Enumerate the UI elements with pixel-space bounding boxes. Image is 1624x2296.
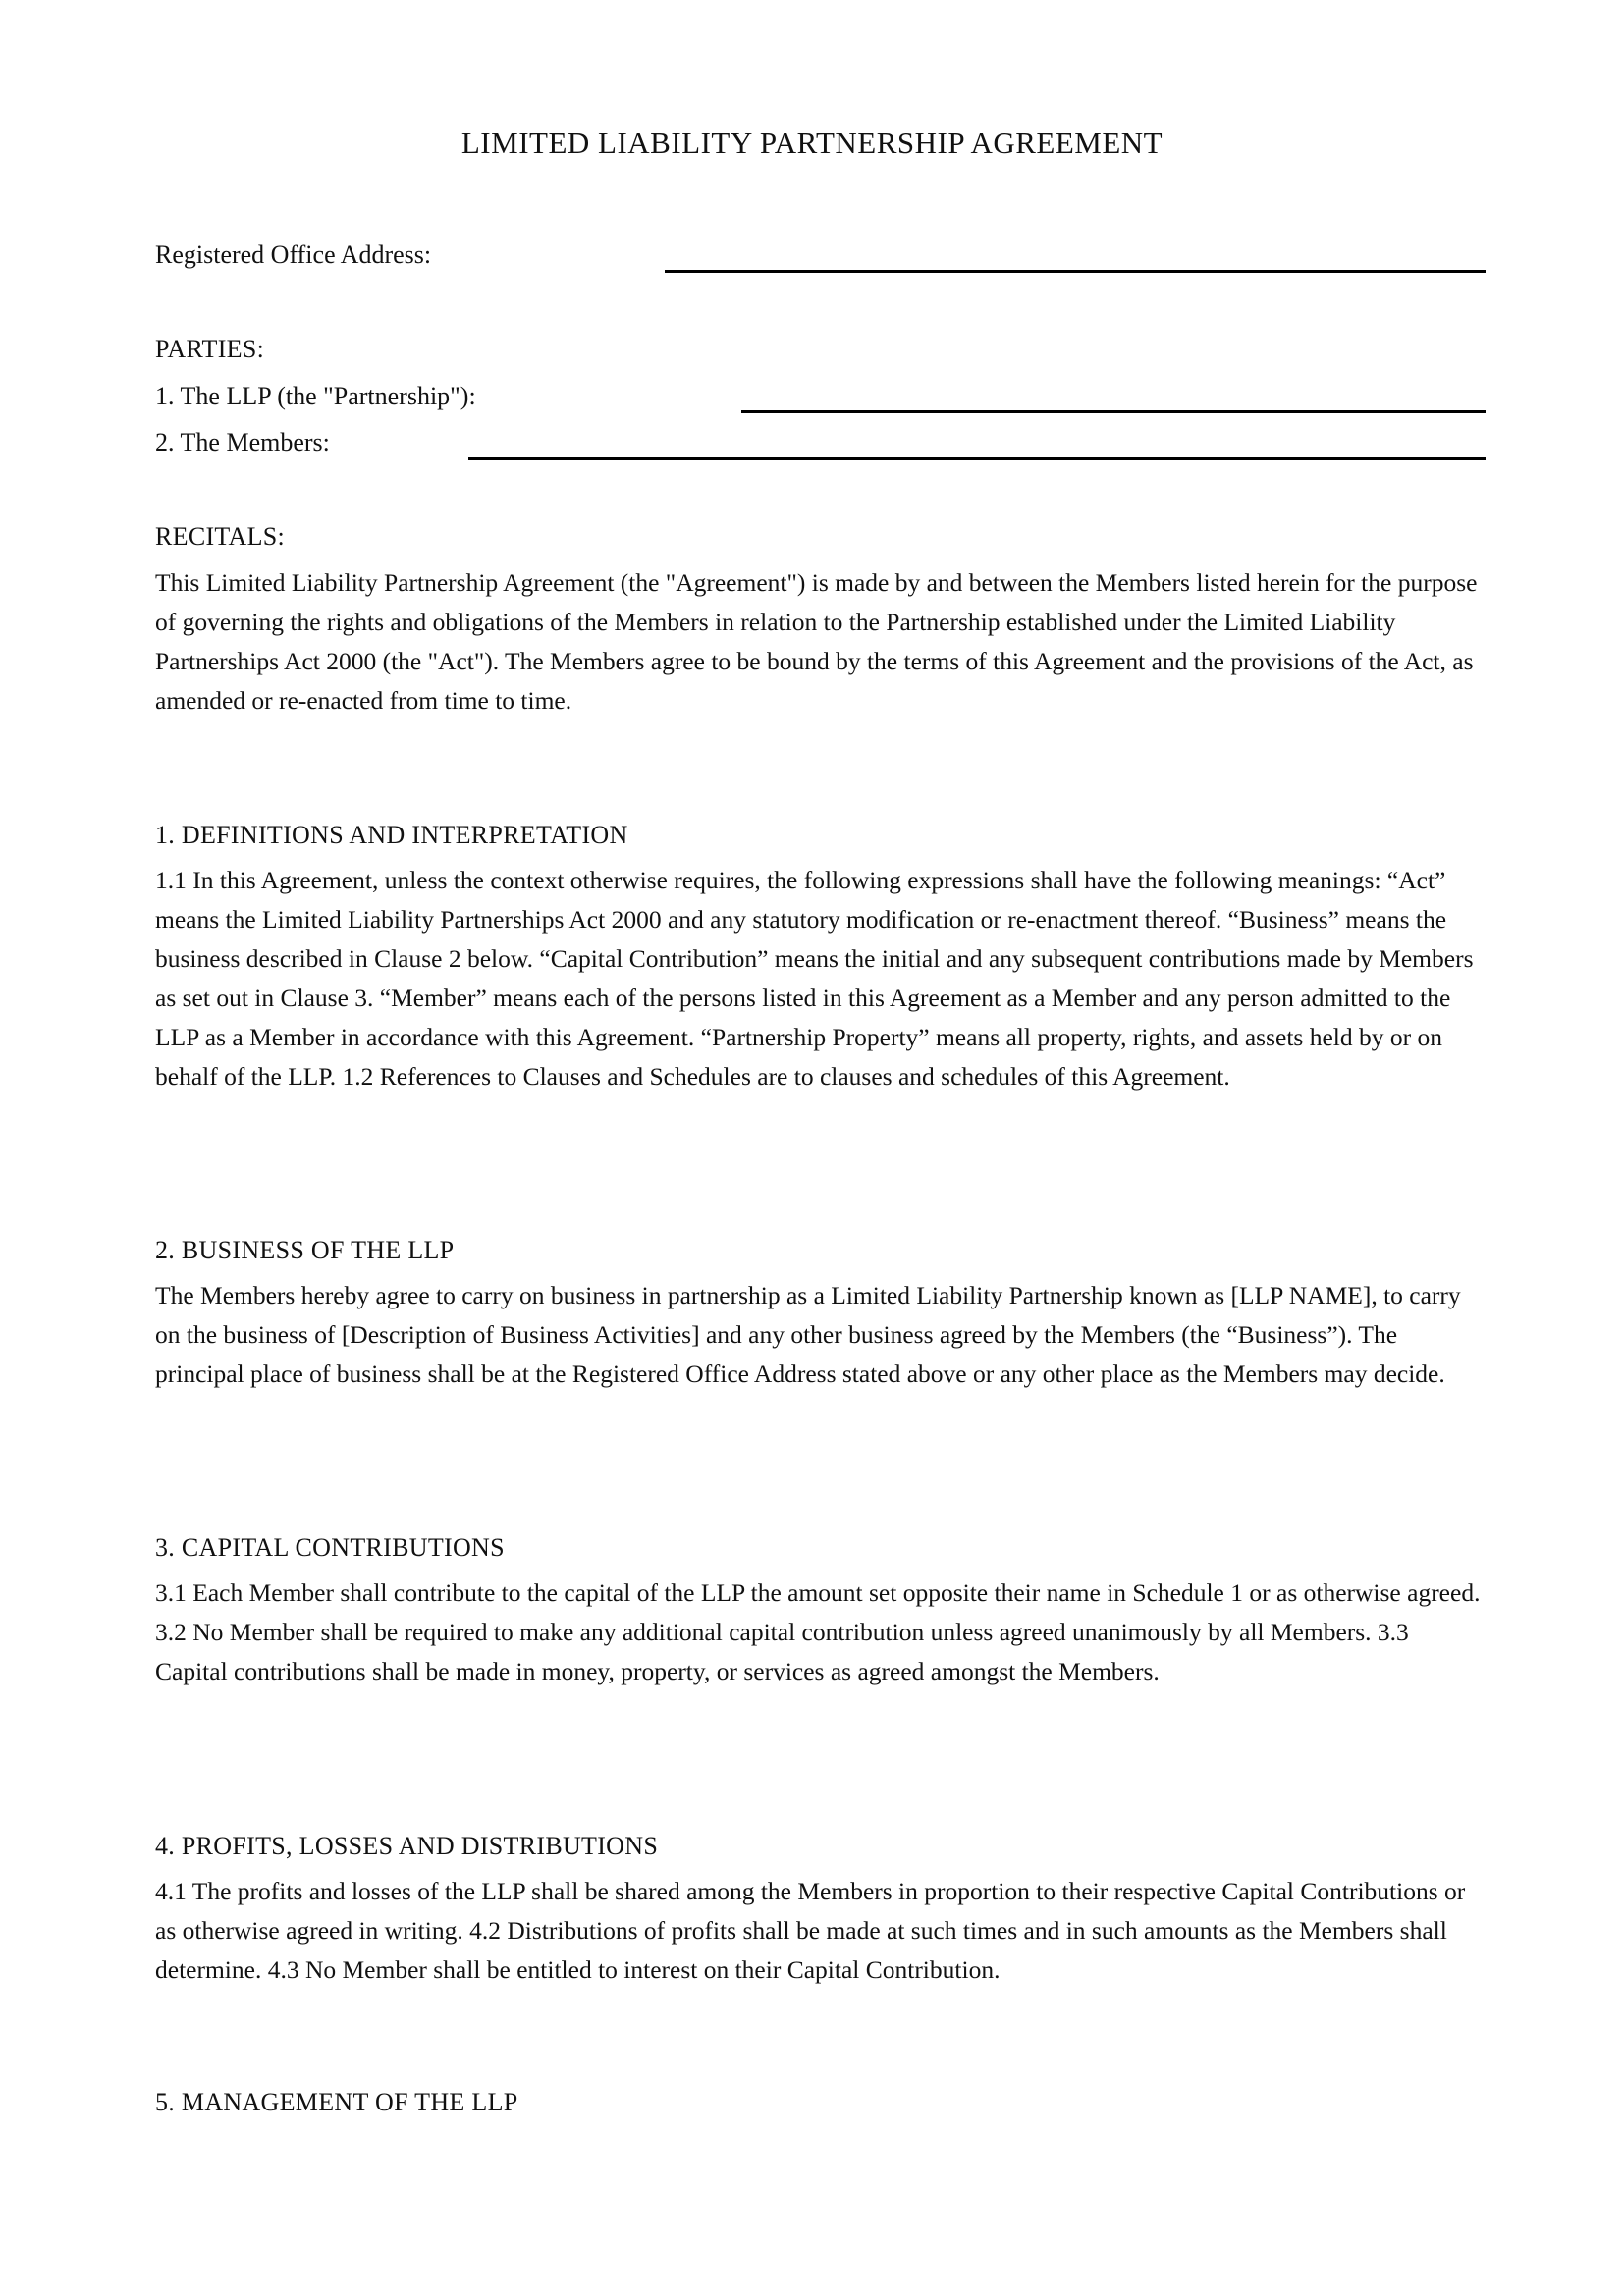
members-party-field[interactable] bbox=[468, 457, 1486, 460]
registered-office-field[interactable] bbox=[665, 270, 1486, 273]
section-1-text: 1.1 In this Agreement, unless the context otherwise requires, the following expressions shall have the following meanings: “Act” means the Limited Liability Partnerships Act 2000 and any statutory modification or re-enactment thereof. “Business” means the business described in Clause 2 below. “Capital Contribution” means the initial and any subsequent contributions made by Members as set out in Clause 3. “Member” means each of the persons listed in this Agreement as a Member and any person admitted to the LLP as a Member in accordance with this Agreement. “Partnership Property” means all property, rights, and assets held by or on behalf of the LLP. 1.2 References to Clauses and Schedules are to clauses and schedules of this Agreement. bbox=[155, 866, 1474, 1091]
section-3-text: 3.1 Each Member shall contribute to the capital of the LLP the amount set opposite their name in Schedule 1 or as otherwise agreed. 3.2 No Member shall be required to make any additional capital contribution unless agreed unanimously by all Members. 3.3 Capital contributions shall be made in money, property, or services as agreed amongst the Members. bbox=[155, 1578, 1481, 1685]
members-party-label: 2. The Members: bbox=[155, 428, 330, 456]
section-2-heading: 2. BUSINESS OF THE LLP bbox=[155, 1236, 455, 1264]
section-3-heading: 3. CAPITAL CONTRIBUTIONS bbox=[155, 1533, 505, 1562]
parties-heading: PARTIES: bbox=[155, 335, 265, 363]
recitals-heading: RECITALS: bbox=[155, 522, 286, 551]
section-2-text: The Members hereby agree to carry on business in partnership as a Limited Liability Partnership known as [LLP NAME], to carry on the business of [Description of Business Activities] and any other business agreed by the Members (the “Business”). The principal place of business shall be at the Registered Office Address stated above or any other place as the Members may decide. bbox=[155, 1281, 1461, 1388]
section-1-heading: 1. DEFINITIONS AND INTERPRETATION bbox=[155, 821, 628, 849]
section-5-heading: 5. MANAGEMENT OF THE LLP bbox=[155, 2088, 518, 2116]
llp-party-field[interactable] bbox=[741, 410, 1486, 413]
llp-party-label: 1. The LLP (the "Partnership"): bbox=[155, 382, 476, 410]
recitals-text: This Limited Liability Partnership Agreement (the "Agreement") is made by and between the Members listed herein for the purpose of governing the rights and obligations of the Members in relation to the Partnership established under the Limited Liability Partnerships Act 2000 (the "Act"). The Members agree to be bound by the terms of this Agreement and the provisions of the Act, as amended or re-enacted from time to time. bbox=[155, 568, 1478, 715]
section-4-text: 4.1 The profits and losses of the LLP shall be shared among the Members in proportion to their respective Capital Contributions or as otherwise agreed in writing. 4.2 Distributions of profits shall be made at such times and in such amounts as the Members shall determine. 4.3 No Member shall be entitled to interest on their Capital Contribution. bbox=[155, 1877, 1466, 1984]
document-title: LIMITED LIABILITY PARTNERSHIP AGREEMENT bbox=[460, 126, 1164, 160]
registered-office-label: Registered Office Address: bbox=[155, 240, 432, 269]
section-4-heading: 4. PROFITS, LOSSES AND DISTRIBUTIONS bbox=[155, 1832, 659, 1860]
